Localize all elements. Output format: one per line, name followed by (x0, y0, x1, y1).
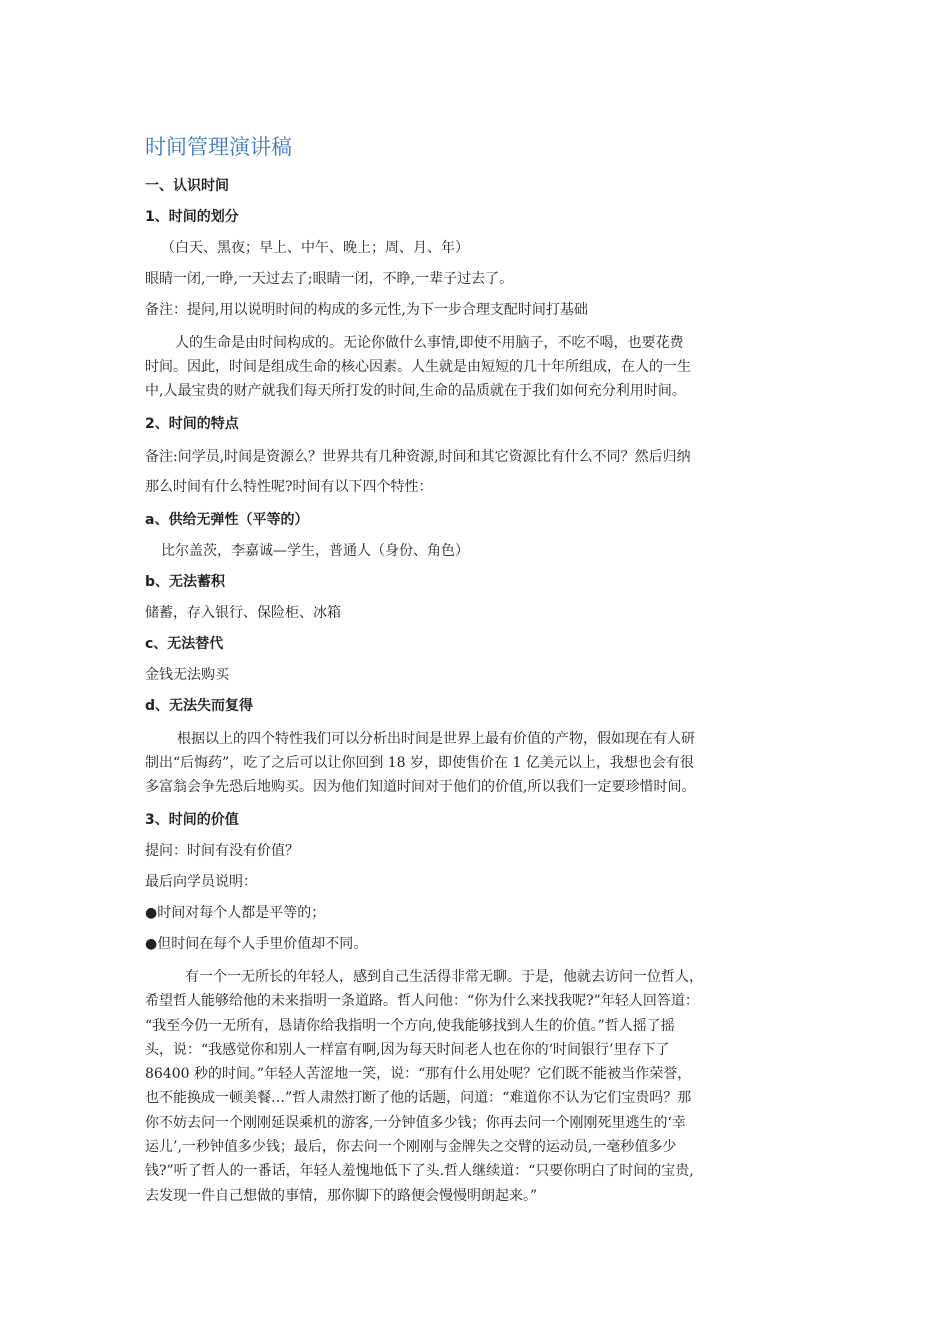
paragraph-line: 希望哲人能够给他的未来指明一条道路。哲人问他：“你为什么来找我呢?”年轻人回答道： (145, 993, 699, 1010)
bullet-item-value: ●但时间在每个人手里价值却不同。 (145, 936, 368, 952)
paragraph-line: 根据以上的四个特性我们可以分析出时间是世界上最有价值的产物，假如现在有人研 (177, 731, 695, 747)
paragraph-line: 时间。因此，时间是组成生命的核心因素。人生就是由短短的几十年所组成，在人的一生 (145, 359, 691, 375)
question-text: 提问：时间有没有价值？ (145, 843, 299, 859)
document-body (145, 132, 810, 1219)
paragraph-line: 中,人最宝贵的财产就我们每天所打发的时间,生命的品质就在于我们如何充分利用时间。 (145, 383, 686, 399)
paragraph-line: 那么时间有什么特性呢?时间有以下四个特性： (145, 479, 433, 495)
document-title: 时间管理演讲稿 (145, 135, 292, 159)
note-text-2 (145, 445, 810, 499)
subheading-time-division: 1、时间的划分 (145, 209, 239, 225)
time-divisions-text: （白天、黑夜；早上、中午、晚上；周、月、年） (161, 240, 469, 256)
paragraph-line: 制出“后悔药”，吃了之后可以让你回到 18 岁，即使售价在 1 亿美元以上，我想也会有很 (145, 755, 694, 771)
subheading-time-features: 2、时间的特点 (145, 416, 239, 432)
paragraph-line: 有一个一无所长的年轻人，感到自己生活得非常无聊。于是，他就去访问一位哲人， (185, 969, 703, 985)
paragraph-line: 钱?”听了哲人的一番话，年轻人羞愧地低下了头.哲人继续道：“只要你明白了时间的宝贵, (145, 1163, 694, 1180)
paragraph-story (145, 965, 810, 1208)
paragraph-line: 人的生命是由时间构成的。无论你做什么事情,即使不用脑子，不吃不喝，也要花费 (175, 335, 684, 351)
feature-d-heading: d、无法失而复得 (145, 698, 254, 714)
paragraph-line: 多富翁会争先恐后地购买。因为他们知道时间对于他们的价值,所以我们一定要珍惜时间。 (145, 779, 696, 795)
paragraph-line: 你不妨去问一个刚刚延误乘机的游客,一分钟值多少钱；你再去问一个刚刚死里逃生的‘幸 (145, 1114, 686, 1131)
paragraph-line: 备注:问学员,时间是资源么？世界共有几种资源,时间和其它资源比有什么不同？然后归纳 (145, 449, 691, 465)
subheading-time-value: 3、时间的价值 (145, 812, 239, 828)
feature-b-heading: b、无法蓄积 (145, 574, 226, 590)
paragraph-life-time (145, 331, 810, 403)
feature-c-heading: c、无法替代 (145, 636, 224, 652)
paragraph-line: 也不能换成一顿美餐…”哲人肃然打断了他的话题，问道：“难道你不认为它们宝贵吗？那 (145, 1090, 692, 1107)
explain-text: 最后向学员说明： (145, 874, 257, 890)
blink-text: 眼睛一闭,一睁,一天过去了;眼睛一闭，不睁,一辈子过去了。 (145, 271, 514, 287)
bullet-item-equal: ●时间对每个人都是平等的； (145, 905, 326, 921)
paragraph-line: 头，说：“我感觉你和别人一样富有啊,因为每天时间老人也在你的‘时间银行’里存下了 (145, 1041, 670, 1058)
paragraph-line: 去发现一件自己想做的事情，那你脚下的路便会慢慢明朗起来。” (145, 1187, 538, 1204)
feature-c-text: 金钱无法购买 (145, 667, 229, 683)
note-text-1: 备注：提问,用以说明时间的构成的多元性,为下一步合理支配时间打基础 (145, 302, 588, 318)
paragraph-line: “我至今仍一无所有，恳请你给我指明一个方向,使我能够找到人生的价值。”哲人摇了摇 (145, 1017, 675, 1034)
feature-a-heading: a、供给无弹性（平等的） (145, 512, 309, 528)
paragraph-line: 86400 秒的时间。”年轻人苦涩地一笑，说：“那有什么用处呢？它们既不能被当作荣誉， (145, 1066, 692, 1083)
section-heading-recognize-time: 一、认识时间 (145, 178, 229, 194)
feature-b-text: 储蓄，存入银行、保险柜、冰箱 (145, 605, 341, 621)
feature-a-text: 比尔盖茨，李嘉诚—学生，普通人（身份、角色） (161, 543, 469, 559)
paragraph-line: 运儿’,一秒钟值多少钱；最后，你去问一个刚刚与金牌失之交臂的运动员,一毫秒值多少 (145, 1139, 677, 1156)
paragraph-four-features (145, 727, 810, 799)
